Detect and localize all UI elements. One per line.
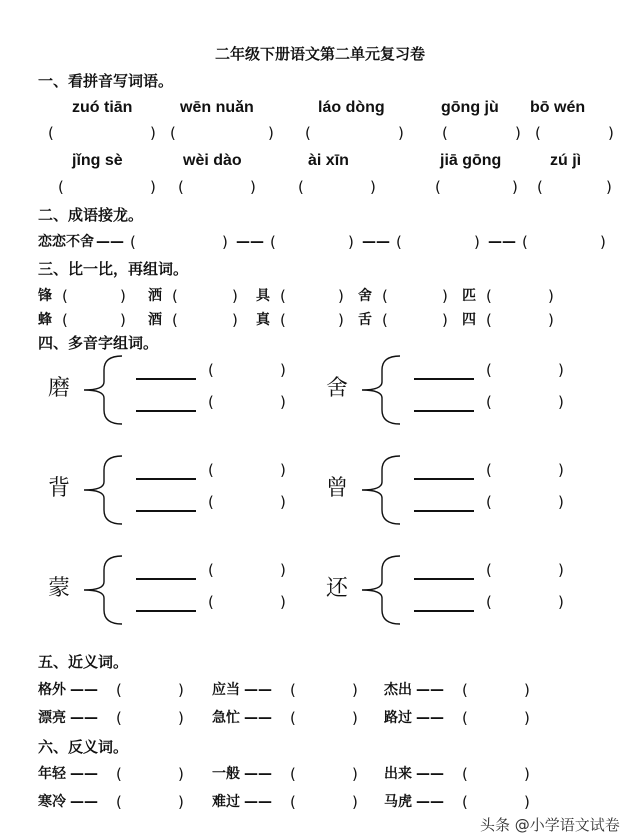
pinyin-prompt: zú jì bbox=[550, 152, 582, 169]
answer-blank-paren[interactable]: ( bbox=[305, 124, 311, 142]
answer-blank-paren[interactable]: ( bbox=[208, 461, 214, 479]
answer-blank-paren[interactable]: ( bbox=[462, 793, 468, 811]
answer-blank-paren[interactable]: ) bbox=[338, 311, 344, 329]
answer-blank-paren[interactable]: ( bbox=[116, 765, 122, 783]
answer-line[interactable] bbox=[414, 610, 474, 612]
answer-blank-paren[interactable]: ) bbox=[280, 561, 286, 579]
brace-icon bbox=[80, 552, 125, 628]
answer-blank-paren[interactable]: ) bbox=[608, 124, 614, 142]
answer-blank-paren[interactable]: ) bbox=[178, 709, 184, 727]
answer-blank-paren[interactable]: ( bbox=[486, 287, 492, 305]
answer-blank-paren[interactable]: ( bbox=[290, 681, 296, 699]
answer-blank-paren[interactable]: ) bbox=[178, 765, 184, 783]
pinyin-prompt: ài xīn bbox=[308, 152, 349, 169]
word-prompt: 出来 bbox=[384, 766, 412, 782]
answer-blank-paren[interactable]: ) bbox=[524, 681, 530, 699]
answer-blank-paren[interactable]: ) bbox=[600, 233, 606, 251]
answer-blank-paren[interactable]: ) bbox=[348, 233, 354, 251]
answer-blank-paren[interactable]: ( bbox=[170, 124, 176, 142]
answer-blank-paren[interactable]: ) bbox=[120, 287, 126, 305]
answer-blank-paren[interactable]: ( bbox=[116, 681, 122, 699]
answer-blank-paren[interactable]: ) bbox=[280, 393, 286, 411]
answer-blank-paren[interactable]: ( bbox=[462, 681, 468, 699]
page-title: 二年级下册语文第二单元复习卷 bbox=[214, 45, 425, 63]
answer-blank-paren[interactable]: ( bbox=[172, 311, 178, 329]
answer-blank-paren[interactable]: ) bbox=[352, 709, 358, 727]
brace-icon bbox=[80, 352, 125, 428]
word-prompt: 年轻 bbox=[38, 766, 66, 782]
word-prompt: 应当 bbox=[212, 682, 240, 698]
answer-blank-paren[interactable]: ) bbox=[268, 124, 274, 142]
compare-char: 舌 bbox=[358, 312, 372, 328]
answer-line[interactable] bbox=[136, 410, 196, 412]
compare-char: 真 bbox=[256, 312, 270, 328]
answer-line[interactable] bbox=[136, 610, 196, 612]
dash: —— bbox=[70, 794, 98, 810]
answer-blank-paren[interactable]: ( bbox=[116, 709, 122, 727]
answer-blank-paren[interactable]: ( bbox=[290, 765, 296, 783]
answer-line[interactable] bbox=[136, 510, 196, 512]
answer-blank-paren[interactable]: ) bbox=[558, 561, 564, 579]
pinyin-prompt: láo dòng bbox=[318, 99, 385, 116]
answer-blank-paren[interactable]: ( bbox=[172, 287, 178, 305]
section-heading: 二、成语接龙。 bbox=[38, 206, 144, 224]
answer-blank-paren[interactable]: ( bbox=[270, 233, 276, 251]
answer-blank-paren[interactable]: ) bbox=[150, 178, 156, 196]
answer-blank-paren[interactable]: ( bbox=[62, 287, 68, 305]
answer-blank-paren[interactable]: ( bbox=[280, 287, 286, 305]
answer-blank-paren[interactable]: ) bbox=[352, 793, 358, 811]
answer-blank-paren[interactable]: ) bbox=[524, 793, 530, 811]
polyphonic-char: 舍 bbox=[326, 376, 349, 401]
dash: —— bbox=[70, 766, 98, 782]
answer-line[interactable] bbox=[136, 378, 196, 380]
answer-blank-paren[interactable]: ( bbox=[537, 178, 543, 196]
answer-blank-paren[interactable]: ) bbox=[474, 233, 480, 251]
dash: —— bbox=[416, 682, 444, 698]
answer-blank-paren[interactable]: ) bbox=[222, 233, 228, 251]
answer-blank-paren[interactable]: ( bbox=[396, 233, 402, 251]
section-heading: 五、近义词。 bbox=[38, 653, 129, 671]
word-prompt: 难过 bbox=[212, 794, 240, 810]
pinyin-prompt: gōng jù bbox=[441, 99, 499, 116]
compare-char: 蜂 bbox=[38, 312, 52, 328]
answer-blank-paren[interactable]: ) bbox=[558, 361, 564, 379]
dash: —— bbox=[416, 794, 444, 810]
answer-blank-paren[interactable]: ) bbox=[524, 765, 530, 783]
answer-line[interactable] bbox=[136, 578, 196, 580]
answer-line[interactable] bbox=[136, 478, 196, 480]
section-heading: 一、看拼音写词语。 bbox=[38, 72, 174, 90]
pinyin-prompt: bō wén bbox=[530, 99, 586, 116]
answer-blank-paren[interactable]: ( bbox=[522, 233, 528, 251]
answer-blank-paren[interactable]: ( bbox=[48, 124, 54, 142]
word-prompt: 急忙 bbox=[212, 710, 240, 726]
answer-blank-paren[interactable]: ) bbox=[370, 178, 376, 196]
dash: —— bbox=[244, 766, 272, 782]
answer-blank-paren[interactable]: ( bbox=[298, 178, 304, 196]
answer-line[interactable] bbox=[414, 578, 474, 580]
compare-char: 酒 bbox=[148, 312, 162, 328]
answer-blank-paren[interactable]: ( bbox=[290, 793, 296, 811]
answer-blank-paren[interactable]: ) bbox=[280, 361, 286, 379]
compare-char: 舍 bbox=[358, 288, 372, 304]
answer-blank-paren[interactable]: ) bbox=[442, 311, 448, 329]
brace-icon bbox=[358, 452, 403, 528]
answer-blank-paren[interactable]: ) bbox=[515, 124, 521, 142]
answer-blank-paren[interactable]: ( bbox=[208, 361, 214, 379]
pinyin-prompt: jiā gōng bbox=[440, 152, 502, 169]
answer-blank-paren[interactable]: ) bbox=[250, 178, 256, 196]
answer-blank-paren[interactable]: ( bbox=[486, 393, 492, 411]
answer-blank-paren[interactable]: ) bbox=[352, 765, 358, 783]
answer-line[interactable] bbox=[414, 410, 474, 412]
answer-blank-paren[interactable]: ( bbox=[208, 393, 214, 411]
answer-blank-paren[interactable]: ) bbox=[178, 681, 184, 699]
answer-blank-paren[interactable]: ( bbox=[382, 311, 388, 329]
dash: —— bbox=[362, 234, 390, 250]
answer-blank-paren[interactable]: ) bbox=[280, 461, 286, 479]
compare-char: 洒 bbox=[148, 288, 162, 304]
section-heading: 四、多音字组词。 bbox=[38, 334, 159, 352]
answer-line[interactable] bbox=[414, 378, 474, 380]
dash: —— bbox=[244, 682, 272, 698]
word-prompt: 杰出 bbox=[384, 682, 412, 698]
answer-line[interactable] bbox=[414, 510, 474, 512]
answer-blank-paren[interactable]: ( bbox=[208, 593, 214, 611]
answer-blank-paren[interactable]: ) bbox=[558, 393, 564, 411]
answer-blank-paren[interactable]: ( bbox=[462, 709, 468, 727]
polyphonic-char: 背 bbox=[48, 476, 71, 501]
answer-blank-paren[interactable]: ) bbox=[352, 681, 358, 699]
answer-blank-paren[interactable]: ) bbox=[178, 793, 184, 811]
answer-blank-paren[interactable]: ( bbox=[62, 311, 68, 329]
dash: —— bbox=[236, 234, 264, 250]
word-prompt: 马虎 bbox=[384, 794, 412, 810]
answer-blank-paren[interactable]: ) bbox=[558, 493, 564, 511]
pinyin-prompt: jǐng sè bbox=[72, 152, 123, 169]
answer-blank-paren[interactable]: ) bbox=[120, 311, 126, 329]
polyphonic-char: 蒙 bbox=[48, 576, 71, 601]
answer-blank-paren[interactable]: ) bbox=[558, 461, 564, 479]
polyphonic-char: 还 bbox=[326, 576, 349, 601]
answer-blank-paren[interactable]: ( bbox=[535, 124, 541, 142]
answer-blank-paren[interactable]: ) bbox=[512, 178, 518, 196]
compare-char: 四 bbox=[462, 312, 476, 328]
answer-blank-paren[interactable]: ( bbox=[178, 178, 184, 196]
answer-blank-paren[interactable]: ) bbox=[524, 709, 530, 727]
dash: —— bbox=[96, 234, 124, 250]
answer-blank-paren[interactable]: ( bbox=[382, 287, 388, 305]
answer-blank-paren[interactable]: ( bbox=[486, 561, 492, 579]
compare-char: 具 bbox=[256, 288, 270, 304]
brace-icon bbox=[358, 352, 403, 428]
brace-icon bbox=[80, 452, 125, 528]
answer-blank-paren[interactable]: ) bbox=[398, 124, 404, 142]
answer-blank-paren[interactable]: ( bbox=[208, 561, 214, 579]
answer-blank-paren[interactable]: ( bbox=[208, 493, 214, 511]
polyphonic-char: 曾 bbox=[326, 476, 349, 501]
answer-line[interactable] bbox=[414, 478, 474, 480]
answer-blank-paren[interactable]: ( bbox=[486, 593, 492, 611]
answer-blank-paren[interactable]: ) bbox=[548, 287, 554, 305]
answer-blank-paren[interactable]: ) bbox=[338, 287, 344, 305]
idiom-start: 恋恋不舍 bbox=[38, 234, 94, 250]
pinyin-prompt: zuó tiān bbox=[72, 99, 133, 116]
answer-blank-paren[interactable]: ) bbox=[606, 178, 612, 196]
dash: —— bbox=[488, 234, 516, 250]
answer-blank-paren[interactable]: ) bbox=[280, 493, 286, 511]
pinyin-prompt: wèi dào bbox=[183, 152, 242, 169]
dash: —— bbox=[244, 710, 272, 726]
word-prompt: 一般 bbox=[212, 766, 240, 782]
answer-blank-paren[interactable]: ( bbox=[442, 124, 448, 142]
dash: —— bbox=[416, 766, 444, 782]
answer-blank-paren[interactable]: ( bbox=[290, 709, 296, 727]
section-heading: 三、比一比，再组词。 bbox=[38, 260, 189, 278]
pinyin-prompt: wēn nuǎn bbox=[180, 99, 254, 116]
polyphonic-char: 磨 bbox=[48, 376, 71, 401]
watermark: 头条 @小学语文试卷 bbox=[480, 816, 620, 834]
dash: —— bbox=[416, 710, 444, 726]
word-prompt: 格外 bbox=[38, 682, 66, 698]
answer-blank-paren[interactable]: ( bbox=[280, 311, 286, 329]
answer-blank-paren[interactable]: ( bbox=[435, 178, 441, 196]
answer-blank-paren[interactable]: ( bbox=[486, 311, 492, 329]
answer-blank-paren[interactable]: ( bbox=[486, 493, 492, 511]
answer-blank-paren[interactable]: ( bbox=[116, 793, 122, 811]
answer-blank-paren[interactable]: ) bbox=[232, 287, 238, 305]
answer-blank-paren[interactable]: ( bbox=[486, 361, 492, 379]
answer-blank-paren[interactable]: ) bbox=[442, 287, 448, 305]
dash: —— bbox=[70, 682, 98, 698]
answer-blank-paren[interactable]: ( bbox=[486, 461, 492, 479]
word-prompt: 路过 bbox=[384, 710, 412, 726]
section-heading: 六、反义词。 bbox=[38, 738, 129, 756]
compare-char: 锋 bbox=[38, 288, 52, 304]
compare-char: 匹 bbox=[462, 288, 476, 304]
dash: —— bbox=[70, 710, 98, 726]
answer-blank-paren[interactable]: ( bbox=[130, 233, 136, 251]
answer-blank-paren[interactable]: ) bbox=[150, 124, 156, 142]
word-prompt: 寒冷 bbox=[38, 794, 66, 810]
answer-blank-paren[interactable]: ( bbox=[58, 178, 64, 196]
answer-blank-paren[interactable]: ) bbox=[548, 311, 554, 329]
word-prompt: 漂亮 bbox=[38, 710, 66, 726]
dash: —— bbox=[244, 794, 272, 810]
answer-blank-paren[interactable]: ) bbox=[232, 311, 238, 329]
brace-icon bbox=[358, 552, 403, 628]
answer-blank-paren[interactable]: ) bbox=[558, 593, 564, 611]
answer-blank-paren[interactable]: ( bbox=[462, 765, 468, 783]
answer-blank-paren[interactable]: ) bbox=[280, 593, 286, 611]
